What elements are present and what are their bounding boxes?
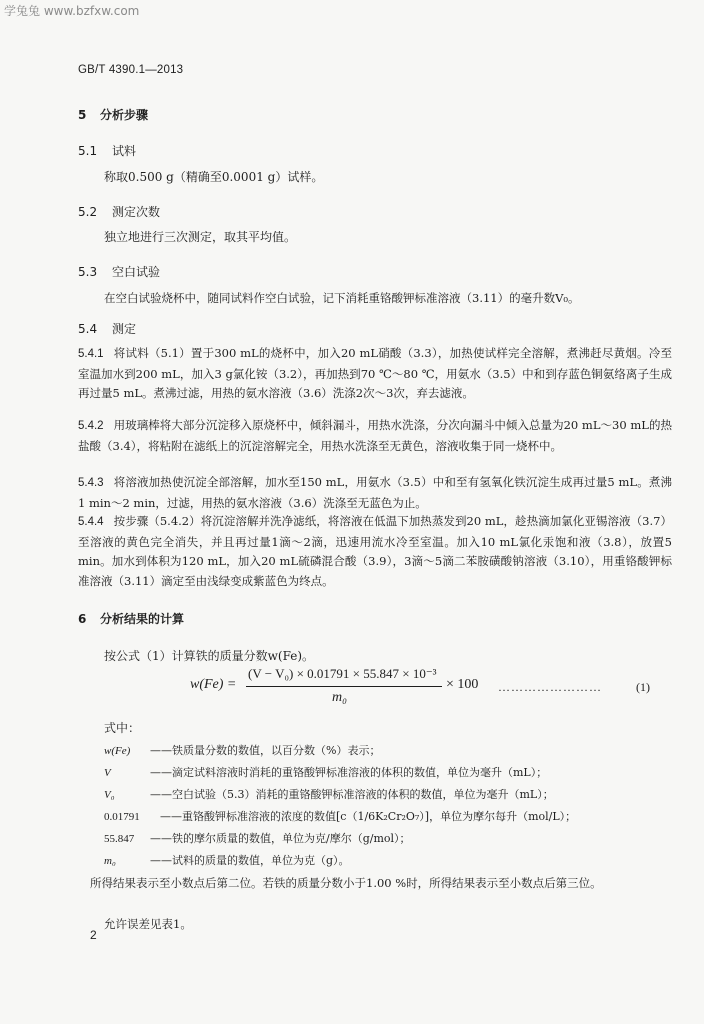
definition-row — [104, 786, 554, 802]
step-5-4-1 — [78, 344, 672, 404]
fraction-bar — [246, 686, 442, 687]
definition-row — [104, 830, 411, 846]
standard-number: GB/T 4390.1—2013 — [78, 64, 184, 76]
definition-row — [104, 808, 576, 824]
section-5-2-text: 独立地进行三次测定，取其平均值。 — [104, 230, 297, 244]
definition-row — [104, 852, 350, 868]
step-number: 5.4.3 — [78, 477, 104, 489]
step-number: 5.4.2 — [78, 420, 104, 432]
step-text: 按步骤（5.4.2）将沉淀溶解并洗净滤纸，将溶液在低温下加热蒸发到20 mL，趁热滴加氯化亚锡溶液（3.7）至溶液的黄色完全消失，并且再过量1滴～2滴，迅速用流水冷至室温。加入10 mL氯化汞饱和液（3.8），放置5 min。加水到体积为120 mL，加入20 mL硫磷混合酸（3.9），3滴～5滴二苯胺磺酸钠溶液（3.10），用重铬酸钾标准溶液（3.11）滴定至由浅绿变成紫蓝色为终点。 — [78, 514, 672, 588]
section-5-heading — [78, 106, 148, 123]
step-5-4-2 — [78, 416, 672, 456]
section-number: 5 — [78, 108, 87, 122]
section-title: 分析步骤 — [100, 108, 149, 122]
formula-lhs: w(Fe) = — [190, 677, 237, 692]
step-5-4-3 — [78, 473, 672, 513]
definition-text: ——铁的摩尔质量的数值，单位为克/摩尔（g/mol）； — [150, 832, 411, 845]
step-5-4-4 — [78, 512, 672, 591]
definition-row — [104, 764, 547, 780]
section-5-3-heading — [78, 263, 160, 280]
result-rounding-text: 所得结果表示至小数点后第二位。若铁的质量分数小于1.00 %时，所得结果表示至小数点后第三位。 — [90, 876, 602, 890]
definition-symbol: 55.847 — [104, 833, 135, 845]
section-title: 测定 — [112, 322, 137, 336]
definition-symbol: V — [104, 767, 111, 779]
equation-number: (1) — [636, 680, 650, 694]
formula-multiplier: × 100 — [446, 677, 479, 692]
step-text: 将溶液加热使沉淀全部溶解，加水至150 mL，用氨水（3.5）中和至有氢氧化铁沉淀生成再过量5 mL。煮沸1 min～2 min，过滤，用热的氨水溶液（3.6）洗涤至无蓝色为止。 — [78, 475, 672, 510]
section-number: 5.1 — [78, 144, 98, 158]
tolerance-text: 允许误差见表1。 — [104, 917, 192, 931]
section-title: 试料 — [112, 144, 137, 158]
definition-text: ——试料的质量的数值，单位为克（g）。 — [150, 854, 350, 867]
definition-symbol: w(Fe) — [104, 745, 131, 757]
formula-denominator: m₀ — [332, 690, 347, 705]
definition-symbol: 0.01791 — [104, 811, 140, 823]
page-number: 2 — [90, 928, 97, 942]
step-text: 将试料（5.1）置于300 mL的烧杯中，加入20 mL硝酸（3.3），加热使试样完全溶解，煮沸赶尽黄烟。冷至室温加水到200 mL，加入3 g氯化铵（3.2），再加热到70 ℃～80 ℃，用氨水（3.5）中和到存蓝色铜氨络离子生成再过量5 mL。煮沸过滤，用热的氨水溶液（3.6）洗涤2次～3次，弃去滤液。 — [78, 346, 672, 400]
definition-symbol: V₀ — [104, 789, 115, 801]
step-number: 5.4.4 — [78, 516, 104, 528]
section-5-3-text: 在空白试验烧杯中，随同试料作空白试验，记下消耗重铬酸钾标准溶液（3.11）的毫升数V₀。 — [104, 291, 580, 305]
section-5-1-heading — [78, 142, 136, 159]
section-title: 测定次数 — [112, 205, 161, 219]
section-title: 分析结果的计算 — [100, 612, 185, 626]
section-number: 5.4 — [78, 322, 98, 336]
section-number: 5.2 — [78, 205, 98, 219]
section-5-2-heading — [78, 203, 160, 220]
where-label: 式中： — [104, 721, 141, 735]
section-5-1-text: 称取0.500 g（精确至0.0001 g）试样。 — [104, 170, 324, 184]
section-number: 5.3 — [78, 265, 98, 279]
definition-text: ——重铬酸钾标准溶液的浓度的数值[c（1/6K₂Cr₂O₇）]，单位为摩尔每升（mol/L）； — [160, 810, 577, 823]
definition-symbol: m₀ — [104, 855, 116, 867]
watermark: 学兔兔 www.bzfxw.com — [4, 4, 140, 18]
definition-text: ——空白试验（5.3）消耗的重铬酸钾标准溶液的体积的数值，单位为毫升（mL）； — [150, 788, 554, 801]
formula-leader-dots: …………………… — [498, 680, 602, 694]
definition-text: ——铁质量分数的数值，以百分数（%）表示； — [150, 744, 381, 757]
step-text: 用玻璃棒将大部分沉淀移入原烧杯中，倾斜漏斗，用热水洗涤，分次向漏斗中倾入总量为20 mL～30 mL的热盐酸（3.4），将粘附在滤纸上的沉淀溶解完全，用热水洗涤至无黄色，溶液收集于同一烧杯中。 — [78, 418, 672, 453]
section-6-heading — [78, 610, 184, 627]
section-title: 空白试验 — [112, 265, 161, 279]
section-number: 6 — [78, 612, 87, 626]
step-number: 5.4.1 — [78, 348, 104, 360]
formula-intro: 按公式（1）计算铁的质量分数w(Fe)。 — [104, 649, 315, 663]
formula-numerator: (V − V₀) × 0.01791 × 55.847 × 10⁻³ — [248, 666, 437, 681]
section-5-4-heading — [78, 320, 136, 337]
definition-row — [104, 742, 380, 758]
definition-text: ——滴定试料溶液时消耗的重铬酸钾标准溶液的体积的数值，单位为毫升（mL）； — [150, 766, 548, 779]
